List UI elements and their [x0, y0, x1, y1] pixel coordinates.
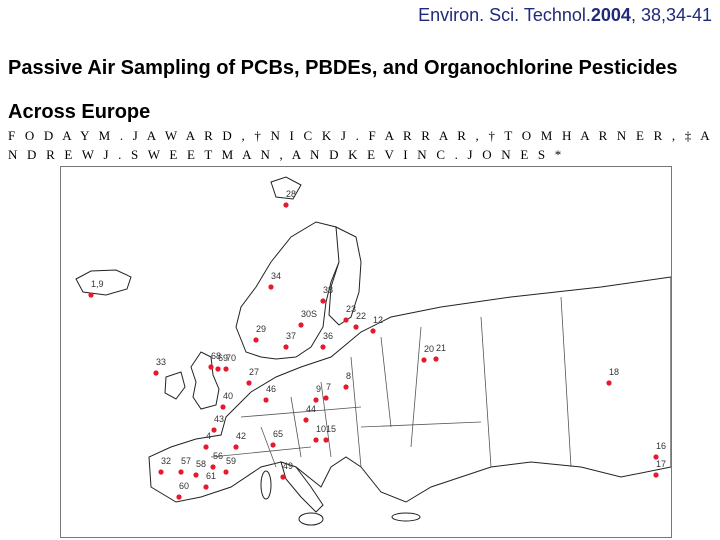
site-label: 23 — [346, 304, 357, 314]
site-marker — [178, 469, 183, 474]
site-marker — [176, 494, 181, 499]
site-marker — [233, 444, 238, 449]
site-label: 34 — [271, 271, 282, 281]
site-marker — [193, 472, 198, 477]
site-label: 30S — [301, 309, 318, 319]
site-marker — [223, 469, 228, 474]
site-marker — [323, 395, 328, 400]
paper-title: Passive Air Sampling of PCBs, PBDEs, and Organochlorine Pesticides Across Europe — [8, 57, 678, 123]
site-marker — [208, 364, 213, 369]
site-label: 9 — [316, 384, 322, 394]
site-marker — [298, 322, 303, 327]
site-label: 1,9 — [91, 279, 104, 289]
site-marker — [203, 444, 208, 449]
site-label: 68 — [211, 351, 222, 361]
citation — [418, 5, 712, 26]
crete — [392, 513, 420, 521]
site-label: 15 — [326, 424, 337, 434]
site-label: 40 — [223, 391, 234, 401]
sicily — [299, 513, 323, 525]
site-marker — [253, 337, 258, 342]
site-label: 33 — [156, 357, 167, 367]
citation-year: 2004 — [590, 5, 631, 25]
map-svg — [61, 167, 671, 537]
site-marker — [313, 437, 318, 442]
site-marker — [203, 484, 208, 489]
site-marker — [320, 344, 325, 349]
site-label: 27 — [249, 367, 260, 377]
site-label: 32 — [161, 456, 172, 466]
site-marker — [433, 356, 438, 361]
corsica-sardinia — [261, 471, 271, 499]
site-marker — [215, 366, 220, 371]
site-marker — [88, 292, 93, 297]
site-marker — [323, 437, 328, 442]
site-label: 57 — [181, 456, 192, 466]
author-list: F O D A Y M . J A W A R D , † N I C K J . F A R R A R , † T O M H A R N E R , ‡ A N D R E W J . S W E E T M A N , A N D K E V I N C . J O N E S * — [8, 128, 713, 162]
site-marker — [320, 298, 325, 303]
site-label: 29 — [256, 324, 267, 334]
site-label: 70 — [226, 353, 237, 363]
site-marker — [353, 324, 358, 329]
site-label: 12 — [373, 315, 384, 325]
site-marker — [283, 344, 288, 349]
site-marker — [313, 397, 318, 402]
site-label: 60 — [179, 481, 190, 491]
site-marker — [653, 472, 658, 477]
site-marker — [421, 357, 426, 362]
site-label: 58 — [196, 459, 207, 469]
site-label: 61 — [206, 471, 217, 481]
site-label: 37 — [286, 331, 297, 341]
site-label: 36 — [323, 331, 334, 341]
site-label: 65 — [273, 429, 284, 439]
site-label: 4 — [206, 431, 212, 441]
site-marker — [263, 397, 268, 402]
site-marker — [153, 370, 158, 375]
site-marker — [606, 380, 611, 385]
site-marker — [270, 442, 275, 447]
site-label: 56 — [213, 451, 224, 461]
site-label: 59 — [226, 456, 237, 466]
site-label: 28 — [286, 189, 297, 199]
site-label: 16 — [656, 441, 667, 451]
site-label: 22 — [356, 311, 367, 321]
site-label: 17 — [656, 459, 667, 469]
site-label: 7 — [326, 382, 332, 392]
site-marker — [158, 469, 163, 474]
site-label: 8 — [346, 371, 352, 381]
site-label: 69 — [218, 353, 229, 363]
site-marker — [343, 384, 348, 389]
site-marker — [283, 202, 288, 207]
site-marker — [303, 417, 308, 422]
site-marker — [280, 474, 285, 479]
site-marker — [220, 404, 225, 409]
site-marker — [246, 380, 251, 385]
ireland-outline — [165, 372, 185, 399]
site-marker — [223, 366, 228, 371]
site-label: 18 — [609, 367, 620, 377]
site-marker — [370, 328, 375, 333]
volume-pages: , 38,34-41 — [630, 5, 712, 25]
site-marker — [268, 284, 273, 289]
site-label: 42 — [236, 431, 247, 441]
site-label: 49 — [283, 461, 294, 471]
site-label: 21 — [436, 343, 447, 353]
site-label: 10 — [316, 424, 327, 434]
continent-outline — [149, 277, 671, 502]
site-label: 43 — [214, 414, 225, 424]
site-label: 38 — [323, 285, 334, 295]
europe-sampling-map — [60, 166, 672, 538]
journal-name: Environ. Sci. Technol. — [418, 5, 591, 25]
site-marker — [343, 317, 348, 322]
site-label: 46 — [266, 384, 277, 394]
site-label: 20 — [424, 344, 435, 354]
site-marker — [210, 464, 215, 469]
site-label: 44 — [306, 404, 317, 414]
site-marker — [211, 427, 216, 432]
